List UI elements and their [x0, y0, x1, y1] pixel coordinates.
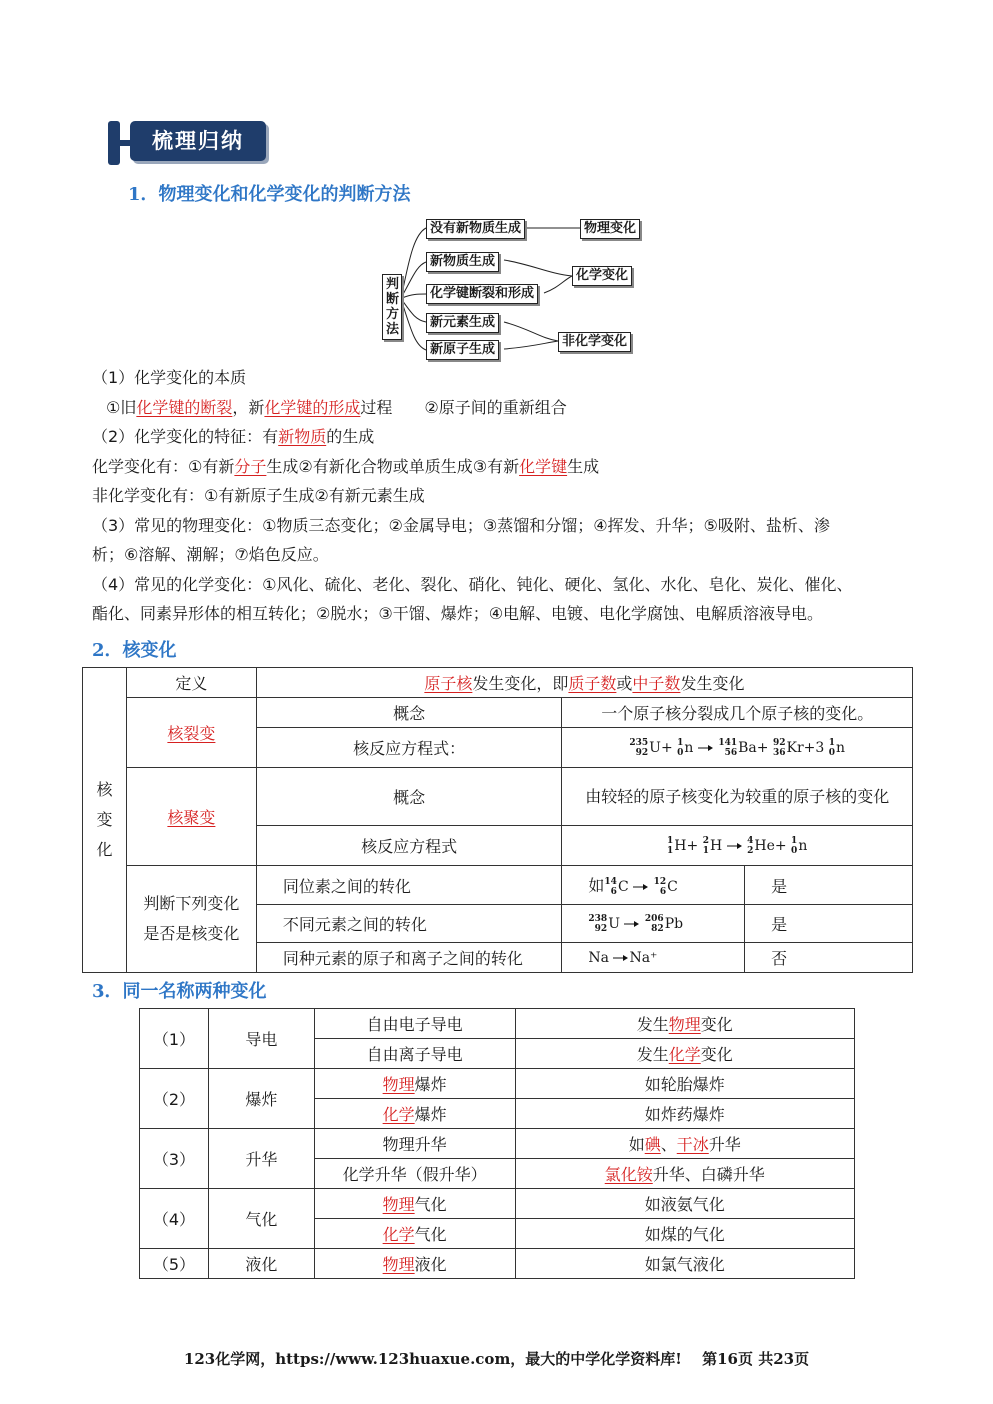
fusion-equation: [562, 826, 913, 866]
row-number: （5）: [140, 1249, 209, 1279]
cell: [515, 1039, 855, 1069]
atomic-number: 56: [724, 747, 738, 758]
answer: 新物质: [278, 427, 327, 446]
atomic-number: 6: [659, 887, 667, 897]
plus: +: [686, 837, 699, 854]
judge-element: 不同元素之间的转化: [256, 905, 562, 943]
section2-title: 2．核变化: [92, 640, 177, 661]
mass-number: 1: [677, 737, 684, 748]
row-number: （3）: [140, 1129, 209, 1189]
fusion-label: [126, 768, 256, 866]
text: 气化: [414, 1225, 447, 1244]
mass-number: 14: [604, 877, 617, 887]
cell: 如炸药爆炸: [515, 1099, 855, 1129]
cell: [314, 1219, 515, 1249]
section1-title: 1．物理变化和化学变化的判断方法: [128, 184, 411, 205]
mass-number: 1: [667, 835, 674, 846]
text: 或: [616, 674, 633, 693]
judge-isotope: 同位素之间的转化: [256, 866, 562, 905]
answer: 核裂变: [167, 724, 216, 743]
row-name: 液化: [208, 1249, 314, 1279]
diagram-non-chemical-change: 非化学变化: [558, 332, 631, 352]
fusion-equation-label: 核反应方程式: [256, 826, 562, 866]
text: 过程 ②原子间的重新组合: [360, 398, 567, 417]
atomic-number: 0: [828, 747, 836, 758]
text: 如: [588, 876, 605, 895]
coefficient: 3: [815, 739, 825, 756]
answer: 中子数: [632, 674, 681, 693]
diagram-root: 判断方法: [382, 274, 402, 340]
text: 生成: [567, 457, 600, 476]
definition-value: [256, 668, 912, 698]
plus: +: [660, 739, 673, 756]
page-footer: 123化学网，https://www.123huaxue.com，最大的中学化学资料库! 第16页 共23页: [183, 1350, 810, 1368]
line-2: [106, 398, 567, 418]
fission-concept-label: 概念: [256, 698, 562, 728]
answer: 物理: [382, 1255, 415, 1274]
symbol: n: [836, 739, 846, 756]
text: 变化: [700, 1015, 733, 1034]
atomic-number: 92: [594, 923, 608, 934]
line-7b: 酯化、同素异形体的相互转化；②脱水；③干馏、爆炸；④电解、电镀、电化学腐蚀、电解质溶液导电。: [92, 604, 824, 623]
nuclear-side-label: [83, 668, 127, 973]
cell: 如液氨气化: [515, 1189, 855, 1219]
fission-label: [126, 698, 256, 768]
text: 升华、白磷升华: [652, 1165, 765, 1184]
answer: 化学: [668, 1045, 701, 1064]
fusion-concept-label: 概念: [256, 768, 562, 826]
line-6b: 析；⑥溶解、潮解；⑦焰色反应。: [92, 545, 329, 564]
arrow-icon: [727, 842, 743, 850]
definition-label: 定义: [126, 668, 256, 698]
judge-element-example: [562, 905, 745, 943]
symbol: Pb: [664, 915, 684, 932]
line-3: [92, 427, 374, 447]
arrow-icon: [633, 883, 649, 891]
nuclide: [747, 836, 753, 856]
diagram-physical-change: 物理变化: [580, 219, 640, 239]
nuclide: [677, 738, 683, 758]
symbol: Ba: [738, 739, 757, 756]
answer: 化学: [382, 1225, 415, 1244]
symbol: U: [608, 915, 620, 932]
same-name-table: [139, 1008, 855, 1279]
line-6a: （3）常见的物理变化：①物质三态变化；②金属导电；③蒸馏和分馏；④挥发、升华；⑤吸附、盐析、渗: [92, 516, 830, 535]
text: 化学变化有：①有新: [92, 457, 235, 476]
nuclear-change-table: [82, 667, 913, 973]
arrow-icon: [624, 920, 640, 928]
answer: 质子数: [568, 674, 617, 693]
cell: 如氯气液化: [515, 1249, 855, 1279]
plus: +: [803, 739, 816, 756]
judge-isotope-example: [562, 866, 745, 905]
judge-element-answer: 是: [745, 905, 913, 943]
answer: 碘: [644, 1135, 661, 1154]
answer: 化学键: [519, 457, 568, 476]
answer: 化学: [382, 1105, 415, 1124]
symbol: n: [798, 837, 808, 854]
mass-number: 1: [828, 737, 836, 748]
fission-concept: 一个原子核分裂成几个原子核的变化。: [562, 698, 913, 728]
mass-number: 238: [588, 913, 608, 924]
judge-isotope-answer: 是: [745, 866, 913, 905]
text: 气化: [414, 1195, 447, 1214]
cell: [314, 1069, 515, 1099]
nuclide: [703, 836, 709, 856]
cell: 物理升华: [314, 1129, 515, 1159]
mass-number: 206: [644, 913, 664, 924]
nuclide: [588, 914, 607, 934]
diagram-bond-breaking: 化学键断裂和形成: [426, 284, 538, 304]
answer: 原子核: [424, 674, 473, 693]
text: 爆炸: [414, 1105, 447, 1124]
text: 发生: [636, 1015, 669, 1034]
judge-label: 判断下列变化是否是核变化: [126, 866, 256, 973]
cell: [515, 1129, 855, 1159]
line-5: 非化学变化有：①有新原子生成②有新元素生成: [92, 486, 425, 505]
fusion-concept: 由较轻的原子核变化为较重的原子核的变化: [562, 768, 913, 826]
cell: 自由离子导电: [314, 1039, 515, 1069]
text: 变化: [700, 1045, 733, 1064]
answer: 化学键的形成: [264, 398, 361, 417]
atomic-number: 2: [747, 845, 754, 856]
fission-equation-label: 核反应方程式：: [256, 728, 562, 768]
plus: +: [774, 837, 787, 854]
judgement-diagram: [380, 214, 650, 364]
line-4: [92, 457, 599, 477]
cell: 化学升华（假升华）: [314, 1159, 515, 1189]
nuclide: [791, 836, 797, 856]
symbol: n: [684, 739, 694, 756]
line-1: （1）化学变化的本质: [92, 368, 247, 387]
plus: +: [756, 739, 769, 756]
nuclide: [604, 877, 617, 897]
cell: [515, 1009, 855, 1039]
answer: 干冰: [676, 1135, 709, 1154]
cell: 如轮胎爆炸: [515, 1069, 855, 1099]
symbol: C: [617, 879, 629, 895]
mass-number: 4: [747, 835, 754, 846]
atomic-number: 1: [667, 845, 674, 856]
nuclide: [654, 877, 667, 897]
symbol: He: [754, 837, 775, 854]
row-name: 导电: [208, 1009, 314, 1069]
judge-ion-answer: 否: [745, 943, 913, 973]
text: 发生变化，即: [472, 674, 569, 693]
mass-number: 92: [772, 737, 786, 748]
answer: 化学键的断裂: [136, 398, 233, 417]
nuclide: [718, 738, 737, 758]
fission-equation: [562, 728, 913, 768]
text: 发生: [636, 1045, 669, 1064]
answer: 物理: [668, 1015, 701, 1034]
answer: 氯化铵: [604, 1165, 653, 1184]
answer: 物理: [382, 1195, 415, 1214]
text: ①旧: [106, 398, 137, 417]
cell: 自由电子导电: [314, 1009, 515, 1039]
diagram-chemical-change: 化学变化: [572, 266, 632, 286]
arrow-icon: [613, 954, 629, 962]
answer: 核聚变: [167, 808, 216, 827]
row-number: （1）: [140, 1009, 209, 1069]
mass-number: 2: [702, 835, 709, 846]
row-name: 爆炸: [208, 1069, 314, 1129]
symbol: Kr: [786, 739, 804, 756]
atomic-number: 0: [677, 747, 684, 758]
text: 发生变化: [680, 674, 745, 693]
section-banner: [108, 121, 266, 165]
atomic-number: 6: [610, 887, 617, 897]
line-7a: （4）常见的化学变化：①风化、硫化、老化、裂化、硝化、钝化、硬化、氢化、水化、皂化、炭化、催化、: [92, 575, 853, 594]
nuclide: [773, 738, 786, 758]
row-number: （2）: [140, 1069, 209, 1129]
cell: [515, 1159, 855, 1189]
mass-number: 12: [653, 877, 667, 887]
banner-title: 梳理归纳: [152, 129, 244, 153]
diagram-new-atom: 新原子生成: [426, 340, 499, 360]
text: ，新: [232, 398, 265, 417]
text: 如: [628, 1135, 645, 1154]
answer: 分子: [234, 457, 267, 476]
atomic-number: 82: [651, 923, 664, 934]
symbol: C: [667, 879, 678, 895]
atomic-number: 36: [772, 747, 786, 758]
mass-number: 1: [791, 835, 798, 846]
atomic-number: 1: [702, 845, 709, 856]
judge-ion-example: [562, 943, 745, 973]
text: 生成②有新化合物或单质生成③有新: [266, 457, 520, 476]
mass-number: 235: [629, 737, 649, 748]
row-name: 升华: [208, 1129, 314, 1189]
text: 的生成: [326, 427, 375, 446]
text: 升华: [708, 1135, 741, 1154]
row-number: （4）: [140, 1189, 209, 1249]
mass-number: 141: [718, 737, 738, 748]
cell: [314, 1189, 515, 1219]
text: 爆炸: [414, 1075, 447, 1094]
cell: [314, 1099, 515, 1129]
cell: 如煤的气化: [515, 1219, 855, 1249]
symbol: U: [649, 739, 661, 756]
symbol: H: [709, 837, 723, 854]
answer: 物理: [382, 1075, 415, 1094]
symbol: H: [674, 837, 687, 854]
diagram-new-element: 新元素生成: [426, 313, 499, 333]
nuclide: [645, 914, 664, 934]
diagram-new-substance: 新物质生成: [426, 252, 499, 272]
symbol: Na⁺: [629, 949, 658, 966]
atomic-number: 92: [635, 747, 649, 758]
nuclide: [667, 836, 673, 856]
cell: [314, 1249, 515, 1279]
section3-title: 3．同一名称两种变化: [92, 981, 267, 1002]
nuclide: [829, 738, 835, 758]
row-name: 气化: [208, 1189, 314, 1249]
text: 液化: [414, 1255, 447, 1274]
side-text: 核变化: [96, 780, 113, 859]
diagram-no-new-substance: 没有新物质生成: [426, 219, 525, 239]
judge-ion: 同种元素的原子和离子之间的转化: [256, 943, 562, 973]
atomic-number: 0: [791, 845, 798, 856]
symbol: Na: [588, 949, 609, 966]
text: （2）化学变化的特征：有: [92, 427, 279, 446]
nuclide: [629, 738, 648, 758]
arrow-icon: [698, 744, 714, 752]
text: 、: [660, 1135, 677, 1154]
